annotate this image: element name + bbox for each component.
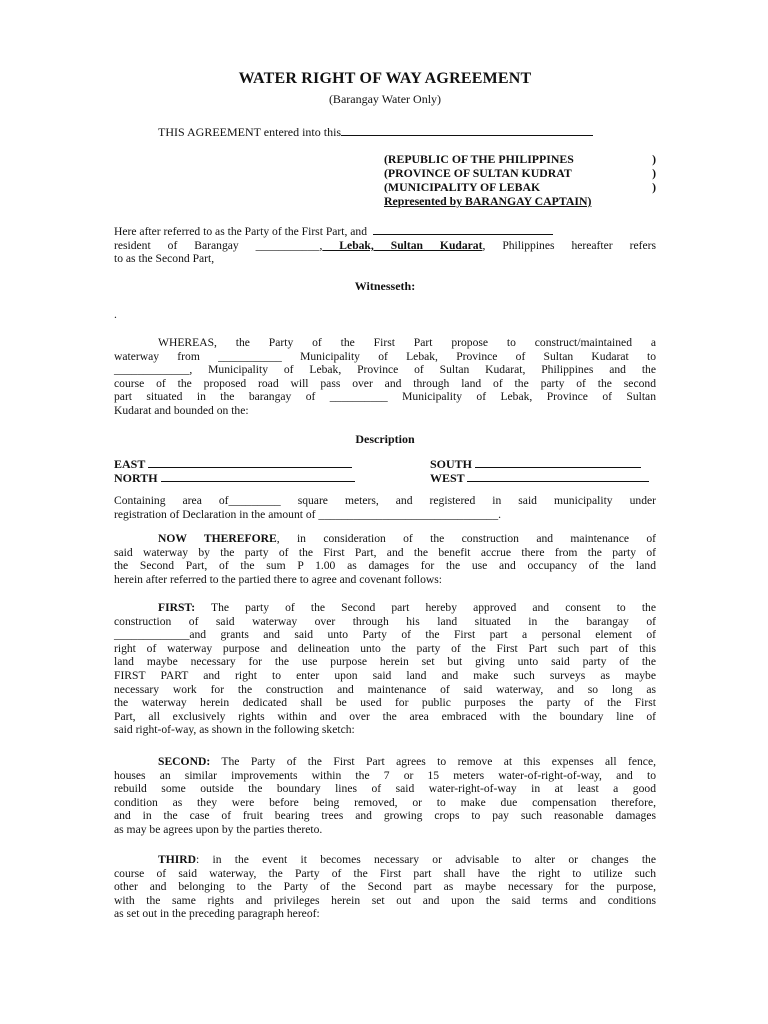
intro-text: THIS AGREEMENT entered into this xyxy=(158,125,342,139)
stray-dot: . xyxy=(114,308,117,321)
whereas-paragraph: WHEREAS, the Party of the First Part propose to construct/maintained a waterway from ___________ Municipality of Lebak, Province of Sultan Kudarat to _____________, Municipality of Lebak, Province of Sultan Kudarat, Philippines and the course of the proposed road will pass over and through land of the party of the second part situated in the barangay of __________ Municipality of Lebak, Province of Sultan Kudarat and bounded on the: xyxy=(114,336,656,417)
document-title: WATER RIGHT OF WAY AGREEMENT xyxy=(238,70,532,87)
second-paragraph: SECOND: The Party of the First Part agrees to remove at this expenses all fence, houses an similar improvements within the 7 or 15 meters water-of-right-of-way, and to rebuild some outside the boundary lines of said water-right-of-way in at least a good condition as they were before being removed, or to make due compensation therefore, and in the case of fruit bearing trees and growing crops to pay such reasonable damages as may be agrees upon by the parties thereto. xyxy=(114,755,656,836)
document-subtitle: (Barangay Water Only) xyxy=(328,92,442,106)
intro-line xyxy=(158,124,658,140)
first-paragraph: FIRST: The party of the Second part hereby approved and consent to the construction of said waterway over through his land situated in the barangay of _____________and grants and said unto Party of the First part a personal element of right of waterway purpose and delineation unto the party of the First Part such part of this land maybe necessary for the use purpose herein set but giving unto said party of the FIRST PART and right to enter upon said land and make such surveys as maybe necessary work for the construction and maintenance of said waterway, and so long as the waterway herein dedicated shall be used for public purposes the party of the First Part, all exclusively rights within and over the area embraced with the boundary line of said right-of-way, as shown in the following sketch: xyxy=(114,601,656,737)
east-field: EAST xyxy=(114,456,352,472)
south-field: SOUTH xyxy=(430,456,641,472)
witnesseth-heading: Witnesseth: xyxy=(354,279,416,293)
party-line-2: (PROVINCE OF SULTAN KUDRAT xyxy=(384,166,572,180)
north-field: NORTH xyxy=(114,470,355,486)
third-paragraph: THIRD: in the event it becomes necessary or advisable to alter or changes the course of said waterway, the Party of the First part shall have the right to utilize such other and belonging to the Party of the Second part as maybe necessary for the purpose, with the same rights and privileges herein set out and upon the said terms and conditions as set out in the preceding paragraph hereof: xyxy=(114,853,656,921)
description-heading: Description xyxy=(355,432,415,446)
now-therefore-paragraph: NOW THEREFORE, in consideration of the construction and maintenance of said waterway by the party of the First Part, and the benefit accrue there from the party of the Second Part, of the sum P 1.00 as damages for the use and occupancy of the land herein after referred to the partied there to agree and covenant follows: xyxy=(114,532,656,586)
west-field: WEST xyxy=(430,470,649,486)
containing-paragraph: Containing area of_________ square meters, and registered in said municipality under registration of Declaration in the amount of _______________________________. xyxy=(114,494,656,521)
party-line-4: Represented by BARANGAY CAPTAIN) xyxy=(384,194,592,208)
hereafter-paragraph: Here after referred to as the Party of the First Part, and resident of Barangay ___________, Lebak, Sultan Kudarat, Philippines hereafter refers to as the Second Part, xyxy=(114,225,656,266)
party-line-3: (MUNICIPALITY OF LEBAK xyxy=(384,180,541,194)
date-blank xyxy=(341,124,593,136)
party-block: (REPUBLIC OF THE PHILIPPINES ) (PROVINCE OF SULTAN KUDRAT ) (MUNICIPALITY OF LEBAK ) Represented by BARANGAY CAPTAIN) xyxy=(384,152,656,208)
party-line-1: (REPUBLIC OF THE PHILIPPINES xyxy=(384,152,574,166)
